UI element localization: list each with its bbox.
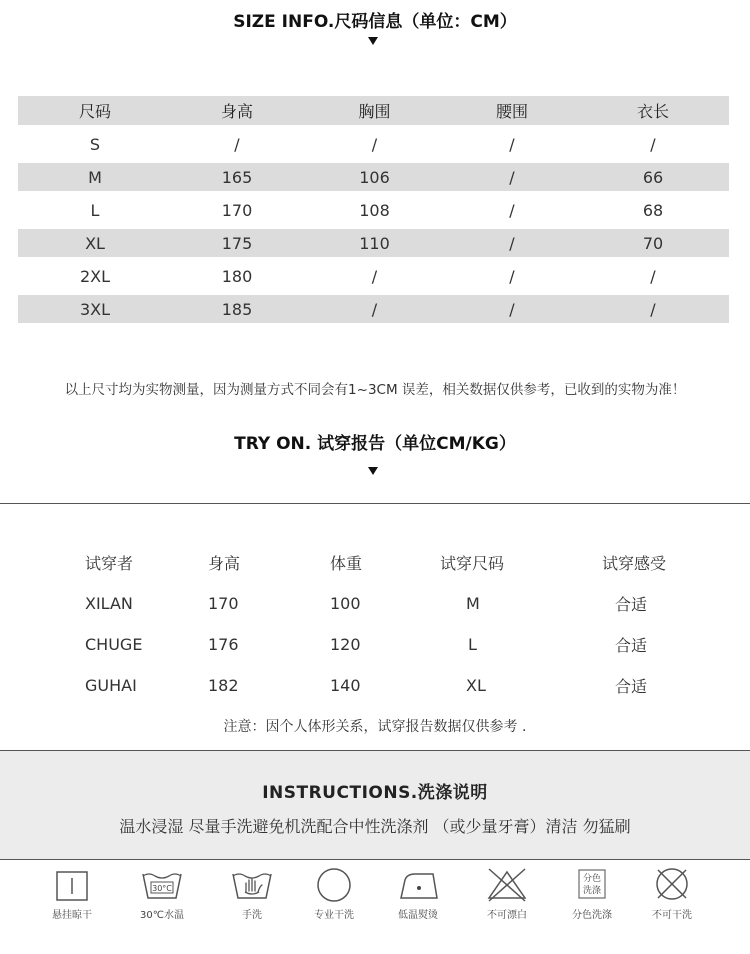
hang-dry-icon	[52, 866, 92, 902]
table-row	[18, 191, 729, 229]
care-label: 低温熨烫	[398, 910, 438, 921]
try-on-header	[0, 542, 750, 583]
table-cell: /	[650, 134, 656, 154]
header-cell: 试穿感受	[602, 554, 667, 573]
table-cell: 140	[330, 676, 361, 695]
size-table-header	[18, 96, 729, 125]
table-cell: GUHAI	[85, 676, 137, 695]
care-icons-row	[0, 866, 750, 946]
triangle-down-icon	[368, 37, 378, 45]
table-cell: L	[468, 635, 477, 654]
try-on-note: 注意：因个人体形关系，试穿报告数据仅供参考 .	[223, 719, 527, 735]
header-cell: 腰围	[495, 102, 528, 121]
table-cell: 108	[359, 200, 390, 220]
size-info-title: SIZE INFO.尺码信息（单位：CM）	[233, 12, 517, 32]
table-cell: /	[509, 266, 515, 286]
table-cell: /	[371, 266, 378, 286]
table-cell: 合适	[615, 677, 648, 696]
table-cell: XL	[466, 676, 486, 695]
table-cell: 100	[330, 594, 361, 613]
table-row	[0, 624, 750, 665]
table-row	[0, 583, 750, 624]
table-cell: M	[466, 594, 480, 613]
triangle-down-icon	[368, 467, 378, 475]
professional-dry-clean-icon	[314, 866, 354, 902]
table-cell: 3XL	[79, 299, 111, 319]
no-bleach-icon	[484, 866, 530, 902]
care-label: 悬挂晾干	[52, 910, 92, 921]
table-cell: 66	[642, 167, 664, 187]
care-item	[467, 866, 547, 921]
table-cell: 110	[359, 233, 390, 253]
table-row	[18, 295, 729, 323]
header-cell: 尺码	[78, 102, 111, 121]
table-cell: /	[650, 266, 656, 286]
separate-wash-badge-line1: 分色	[582, 874, 602, 884]
care-label: 专业干洗	[314, 910, 354, 921]
care-label: 不可干洗	[652, 910, 692, 921]
care-item	[632, 866, 712, 921]
table-row	[18, 163, 729, 191]
header-cell: 胸围	[358, 102, 391, 121]
wash-30c-icon	[139, 866, 185, 902]
table-cell: M	[88, 167, 102, 187]
table-cell: 70	[642, 233, 664, 253]
table-cell: 170	[221, 200, 253, 220]
table-cell: 120	[330, 635, 361, 654]
table-cell: /	[371, 299, 378, 319]
care-label: 不可漂白	[487, 910, 527, 921]
instructions-title: INSTRUCTIONS.洗涤说明	[262, 783, 488, 803]
header-cell: 试穿者	[85, 554, 134, 573]
divider	[0, 503, 750, 504]
care-item	[32, 866, 112, 921]
table-row	[0, 665, 750, 706]
try-on-title: TRY ON. 试穿报告（单位CM/KG）	[234, 434, 516, 454]
table-cell: 68	[642, 200, 664, 220]
header-cell: 身高	[208, 554, 241, 573]
hand-wash-icon	[229, 866, 275, 902]
header-cell: 身高	[220, 102, 253, 121]
table-cell: CHUGE	[85, 635, 143, 654]
table-cell: /	[509, 134, 515, 154]
table-cell: S	[89, 134, 101, 154]
table-cell: /	[650, 299, 656, 319]
care-item	[552, 866, 632, 921]
table-cell: L	[90, 200, 100, 220]
instructions-panel	[0, 751, 750, 859]
table-cell: /	[509, 200, 515, 220]
table-row	[18, 229, 729, 257]
table-cell: 176	[208, 635, 239, 654]
header-cell: 试穿尺码	[440, 554, 505, 573]
header-cell: 体重	[330, 554, 363, 573]
table-cell: 165	[221, 167, 253, 187]
table-cell: /	[371, 134, 378, 154]
care-label: 30℃水温	[140, 910, 184, 921]
table-cell: XL	[85, 233, 105, 253]
table-cell: 170	[208, 594, 239, 613]
low-iron-icon	[395, 866, 441, 902]
table-row	[18, 257, 729, 295]
size-table	[18, 96, 729, 323]
care-item	[294, 866, 374, 921]
table-cell: 合适	[615, 636, 648, 655]
table-cell: 175	[221, 233, 253, 253]
divider	[0, 859, 750, 860]
table-cell: 106	[359, 167, 390, 187]
size-note: 以上尺寸均为实物测量，因为测量方式不同会有1~3CM 误差，相关数据仅供参考，已收到的实物为准！	[64, 382, 686, 398]
care-item	[212, 866, 292, 921]
wash-temp-badge: 30°C	[152, 884, 172, 893]
table-cell: /	[509, 299, 515, 319]
care-label: 手洗	[242, 910, 262, 921]
header-cell: 衣长	[636, 102, 669, 121]
table-cell: 182	[208, 676, 239, 695]
table-cell: XILAN	[85, 594, 133, 613]
table-cell: /	[234, 134, 240, 154]
table-cell: /	[509, 167, 515, 187]
try-on-table	[0, 542, 750, 706]
care-label: 分色洗涤	[572, 910, 612, 921]
table-row	[18, 125, 729, 163]
care-item	[122, 866, 202, 921]
no-dry-clean-icon	[652, 866, 692, 902]
separate-wash-icon	[572, 866, 612, 902]
table-cell: 2XL	[79, 266, 111, 286]
table-cell: 合适	[615, 595, 648, 614]
table-cell: 180	[221, 266, 253, 286]
table-cell: /	[509, 233, 515, 253]
care-item	[378, 866, 458, 921]
instructions-text: 温水浸湿 尽量手洗避免机洗配合中性洗涤剂 （或少量牙膏）清洁 勿猛刷	[119, 817, 631, 836]
separate-wash-badge-line2: 洗涤	[582, 886, 602, 896]
table-cell: 185	[221, 299, 253, 319]
